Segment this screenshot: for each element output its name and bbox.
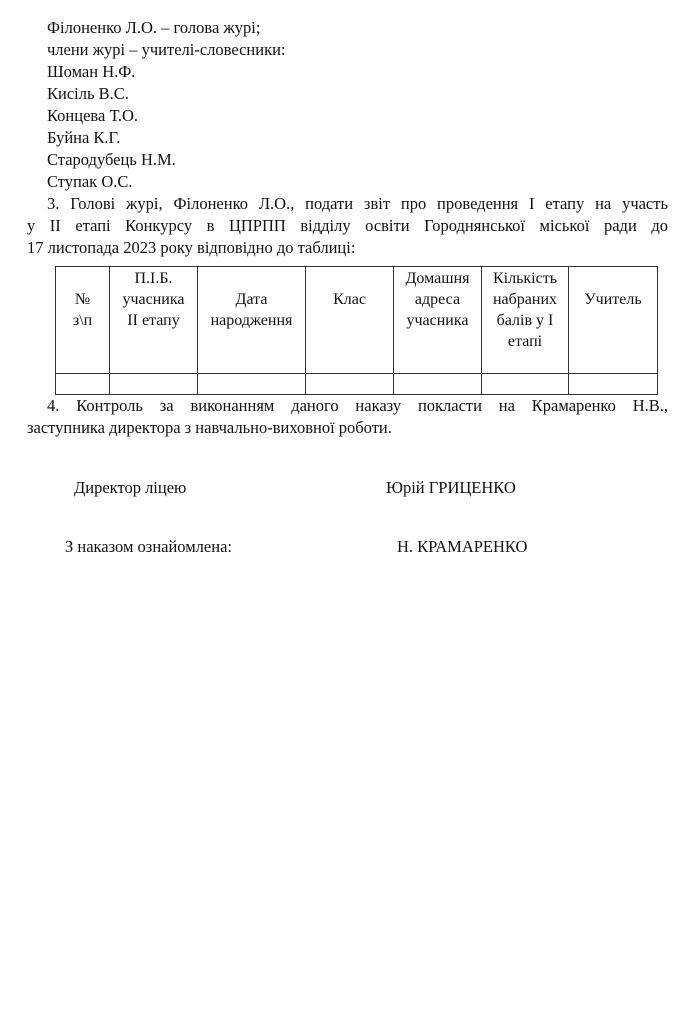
table-header-text: Кількість	[492, 270, 557, 287]
table-header-cell	[198, 267, 306, 374]
table-row	[56, 374, 658, 395]
item-3-line: 17 листопада 2023 року відповідно до таблиці:	[27, 238, 356, 257]
acknowledgement-label: З наказом ознайомлена:	[65, 537, 232, 556]
table-cell[interactable]	[482, 374, 569, 395]
table-header-text: ІІ етапу	[127, 312, 180, 329]
table-cell[interactable]	[394, 374, 482, 395]
table-header-text: Учитель	[584, 291, 642, 308]
table-cell[interactable]	[569, 374, 658, 395]
table-header-text: №	[74, 291, 91, 308]
item-4-line: заступника директора з навчально-виховної роботи.	[27, 418, 392, 437]
table-cell[interactable]	[110, 374, 198, 395]
table-header-text: народження	[210, 312, 293, 329]
jury-member: Буйна К.Г.	[47, 128, 121, 147]
jury-member: Шоман Н.Ф.	[47, 62, 136, 81]
acknowledgement-name: Н. КРАМАРЕНКО	[397, 537, 528, 556]
item-3-line: 3. Голові журі, Філоненко Л.О., подати звіт про проведення І етапу на участь	[47, 194, 668, 213]
table-header-cell	[482, 267, 569, 374]
table-header-text: П.І.Б.	[134, 270, 173, 287]
jury-member: Концева Т.О.	[47, 106, 139, 125]
table-header-text: учасника	[122, 291, 185, 308]
director-title: Директор ліцею	[74, 478, 187, 497]
jury-member: Стародубець Н.М.	[47, 150, 176, 169]
item-4-paragraph	[27, 395, 668, 439]
table-header-text: Клас	[333, 291, 366, 308]
table-header-text: набраних	[492, 291, 558, 308]
table-header-cell	[110, 267, 198, 374]
table-cell[interactable]	[198, 374, 306, 395]
item-4-line: 4. Контроль за виконанням даного наказу покласти на Крамаренко Н.В.,	[47, 396, 668, 415]
table-header-text: Дата	[235, 291, 268, 308]
table-header-cell	[569, 267, 658, 374]
item-3-paragraph	[27, 193, 668, 259]
item-3-line: у ІІ етапі Конкурсу в ЦПРПП відділу освіти Городнянської міської ради до	[27, 216, 668, 235]
table-header-text: учасника	[406, 312, 469, 329]
participants-table	[55, 266, 658, 395]
table-header-text: з\п	[72, 312, 93, 329]
jury-member: Ступак О.С.	[47, 172, 133, 191]
jury-members-label: члени журі – учителі-словесники:	[47, 40, 286, 59]
table-header-text: адреса	[414, 291, 461, 308]
jury-member: Кисіль В.С.	[47, 84, 129, 103]
table-header-text: балів у І	[496, 312, 554, 329]
jury-head: Філоненко Л.О. – голова журі;	[47, 18, 261, 37]
table-header-text: Домашня	[405, 270, 470, 287]
table-header-row	[56, 267, 658, 374]
director-name: Юрій ГРИЦЕНКО	[386, 478, 516, 497]
table-header-cell	[306, 267, 394, 374]
table-header-text: етапі	[507, 333, 543, 350]
table-header-cell	[394, 267, 482, 374]
table-cell[interactable]	[306, 374, 394, 395]
table-cell[interactable]	[56, 374, 110, 395]
table-header-cell	[56, 267, 110, 374]
